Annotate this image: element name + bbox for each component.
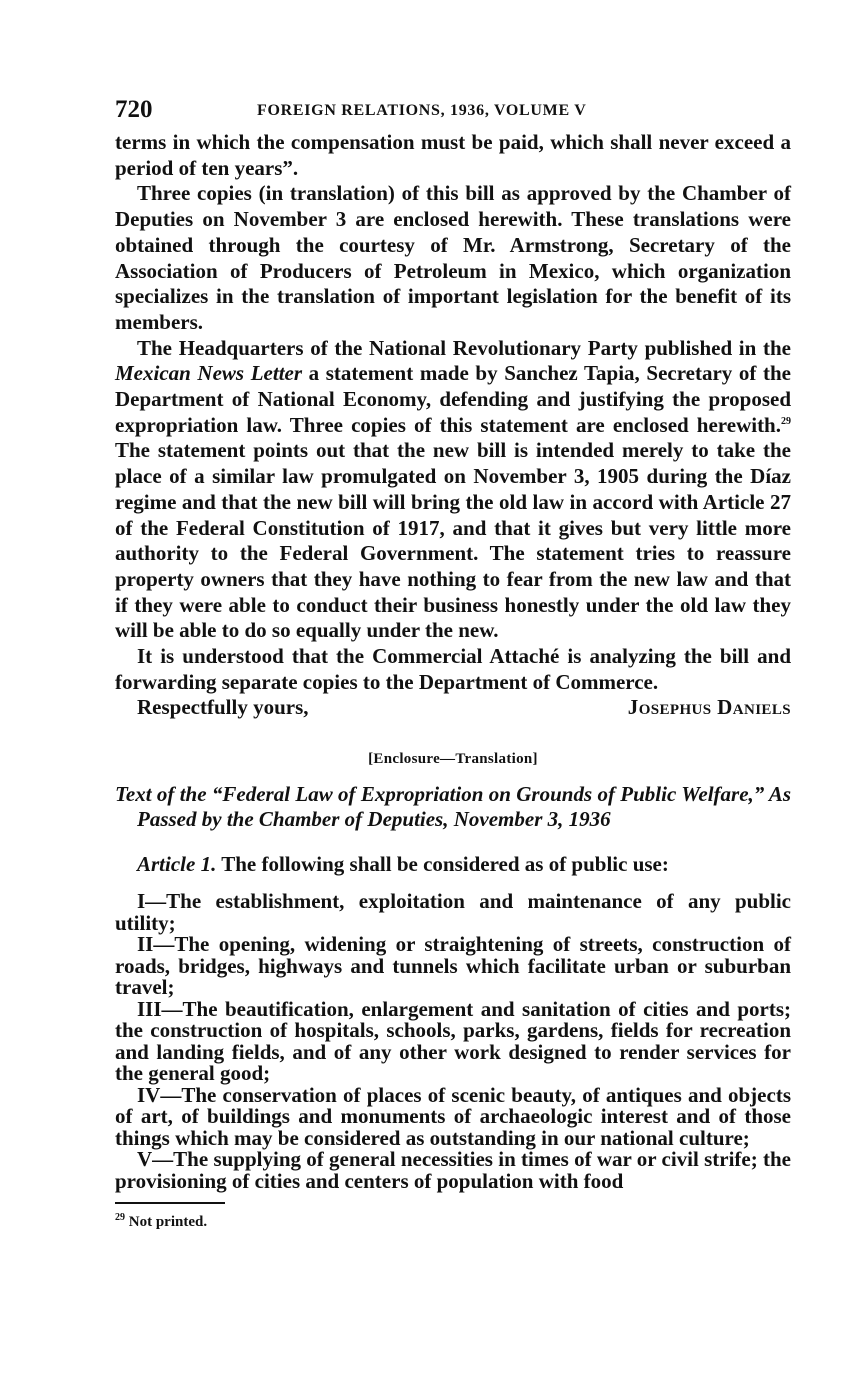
paragraph-translation-copies: Three copies (in translation) of this bill as approved by the Chamber of Deputies on November 3 are enclosed herewith. These translations were obtained through the courtesy of Mr. Armstrong, Secretary of the Association of Producers of Petroleum in Mexico, which organization specializes in the translation of important legislation for the benefit of its members. — [115, 181, 791, 334]
closing: Respectfully yours, — [137, 695, 309, 720]
running-head: FOREIGN RELATIONS, 1936, VOLUME V — [257, 102, 587, 119]
enclosure-title: Text of the “Federal Law of Expropriation on Grounds of Public Welfare,” As Passed by the Chamber of Deputies, November 3, 1936 — [115, 782, 791, 832]
article-heading — [115, 852, 791, 877]
document-page — [115, 96, 791, 1231]
paragraph-commercial-attache: It is understood that the Commercial Attaché is analyzing the bill and forwarding separate copies to the Department of Commerce. — [115, 644, 791, 694]
article-items — [115, 891, 791, 1192]
list-item: I—The establishment, exploitation and maintenance of any public utility; — [115, 889, 791, 935]
footnote-text: Not printed. — [125, 1214, 208, 1231]
page-header — [115, 96, 791, 130]
list-item: IV—The conservation of places of scenic beauty, of antiques and objects of art, of buildings and monuments of archaeologic interest and of those things which may be considered as outstanding in our national culture; — [115, 1082, 791, 1150]
footnote-divider — [115, 1202, 225, 1204]
list-item: V—The supplying of general necessities in times of war or civil strife; the provisioning of cities and centers of population with food — [115, 1147, 791, 1193]
footnote-reference: 29 — [781, 415, 791, 427]
list-item: II—The opening, widening or straightening of streets, construction of roads, bridges, highways and tunnels which facilitate urban or suburban travel; — [115, 932, 791, 1000]
signer-name: Josephus Daniels — [627, 695, 791, 720]
paragraph-party-statement: The Headquarters of the National Revolutionary Party published in the Mexican News Letter a statement made by Sanchez Tapia, Secretary of the Department of National Economy, defending and justifying the proposed expropriation law. Three copies of this statement are enclosed herewith.$^{29}$ The statement points out that the new bill is intended merely to take the place of a similar law promulgated on November 3, 1905 during the Díaz regime and that the new bill will bring the old law in accord with Article 27 of the Federal Constitution of 1917, and that it gives but very little more authority to the Federal Government. The statement tries to reassure property owners that they have nothing to fear from the new law and that if they were able to conduct their business honestly under the old law they will be able to do so equally under the new. — [115, 335, 791, 643]
signoff — [115, 695, 791, 723]
footnote-marker: 29 — [115, 1212, 125, 1224]
paragraph-continuation: terms in which the compensation must be paid, which shall never exceed a period of ten years”. — [115, 130, 791, 180]
page-number: 720 — [115, 96, 153, 123]
enclosure-label: [Enclosure—Translation] — [368, 751, 538, 768]
article-label: Article 1. — [137, 852, 217, 877]
letter-body — [115, 130, 791, 695]
publication-title: Mexican News Letter — [115, 361, 303, 386]
article-text: The following shall be considered as of public use: — [216, 852, 669, 877]
footnote — [115, 1214, 791, 1231]
list-item: III—The beautification, enlargement and sanitation of cities and ports; the construction of hospitals, schools, parks, gardens, fields for recreation and landing fields, and of any other work designed to render services for the general good; — [115, 996, 791, 1086]
